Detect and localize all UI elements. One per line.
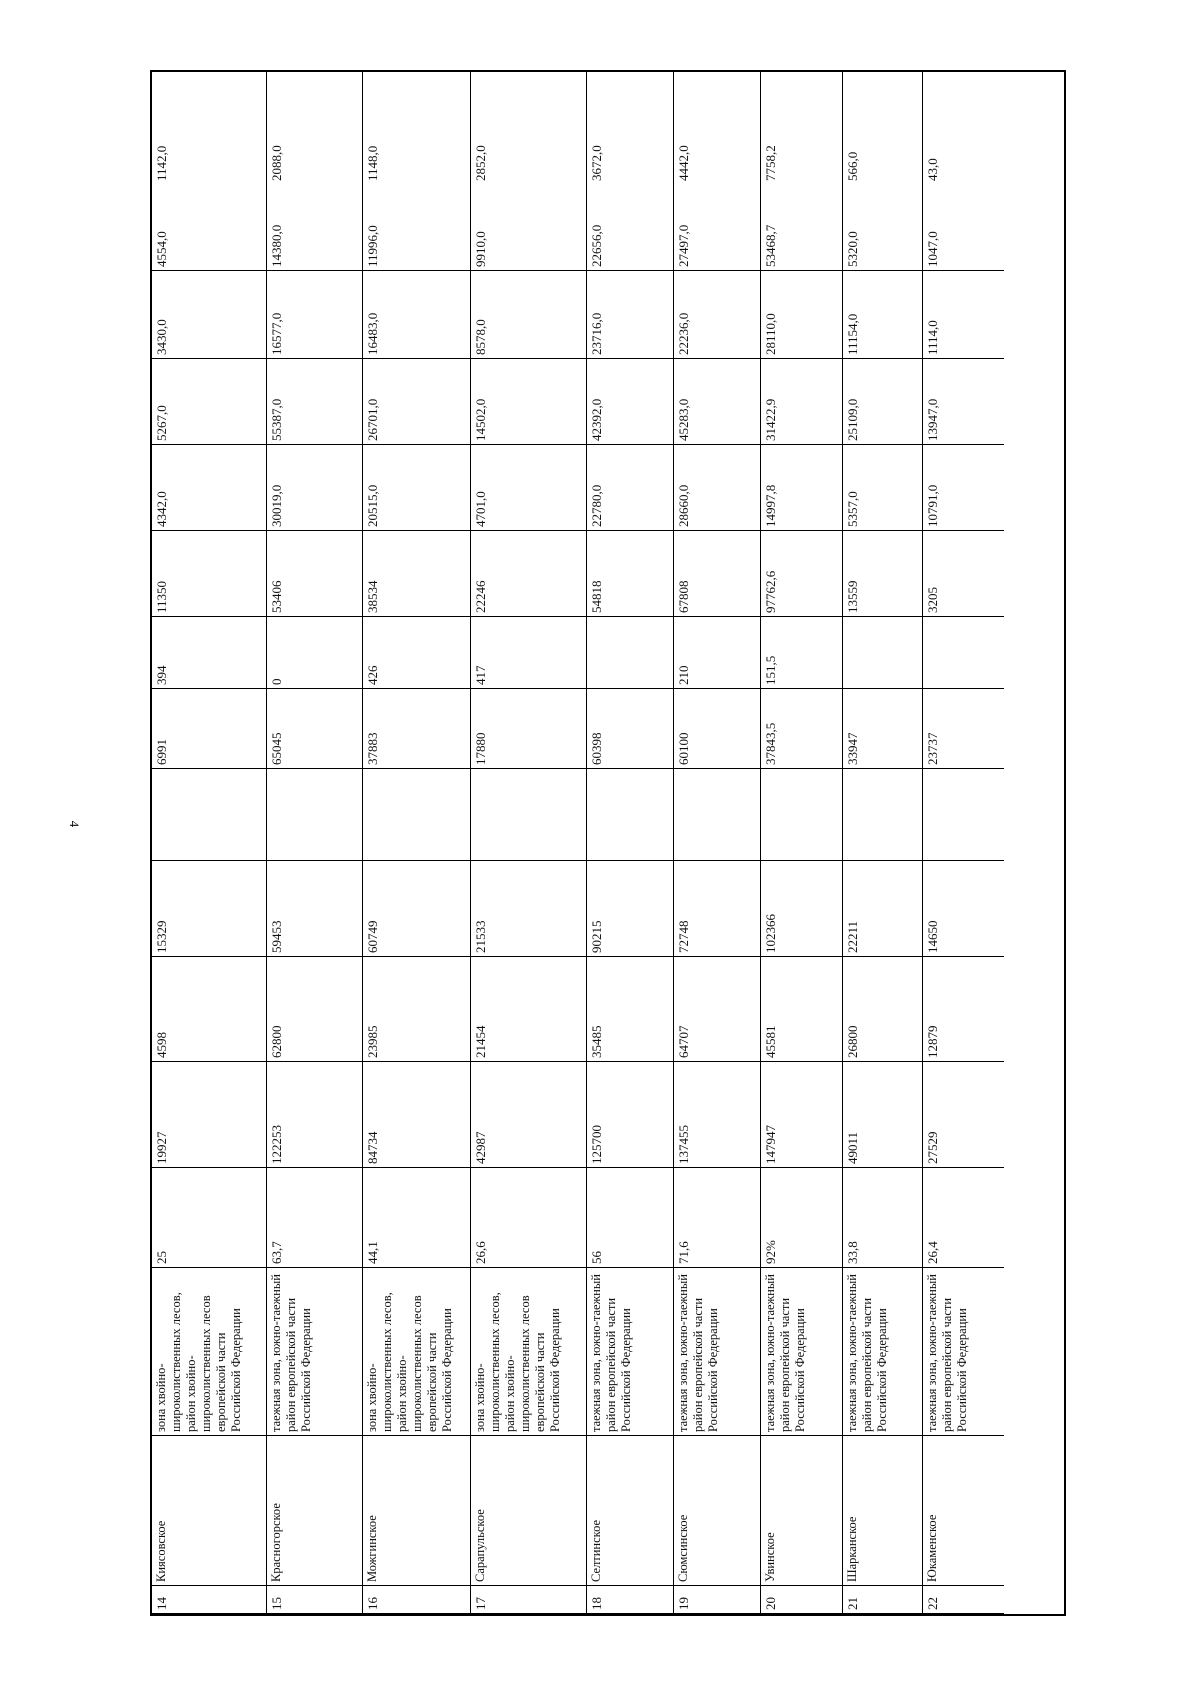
- cell-value-text: 27529: [925, 1131, 940, 1164]
- cell-value-text: 102366: [763, 914, 778, 953]
- cell-value-text: 566,0: [845, 151, 860, 181]
- cell-value: [587, 531, 673, 617]
- cell-value-text: 43,0: [925, 158, 940, 181]
- cell-value: [152, 359, 266, 445]
- cell-value: [923, 68, 1004, 185]
- cell-number: [152, 1586, 266, 1614]
- cell-value-text: 23985: [365, 1025, 380, 1058]
- cell-value-text: 22211: [845, 920, 860, 953]
- cell-value: [363, 1168, 470, 1268]
- cell-value: [363, 68, 470, 185]
- cell-forestry-name: [761, 1436, 842, 1586]
- cell-value-text: 1114,0: [925, 320, 940, 355]
- cell-value-text: 3672,0: [589, 145, 604, 181]
- cell-value: [267, 617, 362, 689]
- cell-value: [761, 617, 842, 689]
- cell-zone: [471, 1268, 586, 1436]
- cell-value: [923, 531, 1004, 617]
- cell-value: [267, 271, 362, 359]
- cell-value: [674, 957, 760, 1062]
- table-row: [843, 72, 923, 1614]
- cell-forestry-name-text: Красногорское: [269, 1503, 283, 1582]
- cell-value-text: 42392,0: [589, 398, 604, 441]
- cell-value: [267, 445, 362, 531]
- cell-value-text: 92%: [763, 1240, 778, 1264]
- cell-value-text: 394: [154, 665, 169, 685]
- table-row: [152, 72, 267, 1614]
- cell-value: [843, 617, 922, 689]
- cell-number: [674, 1586, 760, 1614]
- cell-zone: [674, 1268, 760, 1436]
- cell-value-text: 65045: [269, 732, 284, 765]
- cell-value-text: 60749: [365, 920, 380, 953]
- cell-value-text: 72748: [676, 920, 691, 953]
- cell-number: [761, 1586, 842, 1614]
- cell-number-text: 21: [845, 1597, 860, 1610]
- cell-value-text: [587, 769, 674, 861]
- cell-value: [761, 271, 842, 359]
- cell-value-text: 0: [269, 678, 284, 685]
- cell-zone: [267, 1268, 362, 1436]
- cell-value: [587, 185, 673, 271]
- cell-value: [152, 185, 266, 271]
- cell-value-text: 9910,0: [473, 231, 488, 267]
- cell-zone: [363, 1268, 470, 1436]
- cell-value-text: 4554,0: [154, 231, 169, 267]
- cell-value-text: 15329: [154, 920, 169, 953]
- cell-value: [471, 1062, 586, 1168]
- cell-value: [363, 769, 470, 861]
- cell-zone: [843, 1268, 922, 1436]
- cell-value: [587, 689, 673, 769]
- cell-value-text: 11350: [154, 580, 169, 613]
- cell-value-text: 14997,8: [763, 484, 778, 527]
- cell-value: [587, 957, 673, 1062]
- cell-value-text: 1047,0: [925, 231, 940, 267]
- cell-number-text: 15: [269, 1597, 284, 1610]
- cell-value-text: [587, 617, 674, 689]
- cell-value: [843, 531, 922, 617]
- cell-value: [152, 531, 266, 617]
- cell-value-text: 4701,0: [473, 491, 488, 527]
- table-row: [674, 72, 761, 1614]
- table-row: [267, 72, 363, 1614]
- cell-value: [267, 689, 362, 769]
- cell-value-text: 49011: [845, 1131, 860, 1164]
- cell-value-text: 417: [473, 665, 488, 685]
- cell-value-text: 26,4: [925, 1241, 940, 1264]
- cell-value-text: 42987: [473, 1131, 488, 1164]
- cell-value-text: 56: [589, 1251, 604, 1264]
- cell-value: [152, 957, 266, 1062]
- cell-value-text: 5357,0: [845, 491, 860, 527]
- cell-value-text: 1142,0: [154, 145, 169, 181]
- cell-value-text: 54818: [589, 580, 604, 613]
- cell-forestry-name: [923, 1436, 1004, 1586]
- cell-value: [471, 769, 586, 861]
- table-row: [761, 72, 843, 1614]
- cell-value-text: 14502,0: [473, 398, 488, 441]
- cell-value-text: 5267,0: [154, 405, 169, 441]
- cell-value-text: 11996,0: [365, 225, 380, 267]
- cell-value-text: 23716,0: [589, 312, 604, 355]
- cell-value: [843, 68, 922, 185]
- cell-value-text: 84734: [365, 1131, 380, 1164]
- cell-value: [674, 1062, 760, 1168]
- cell-value: [674, 185, 760, 271]
- cell-value: [471, 1168, 586, 1268]
- cell-value-text: 3430,0: [154, 319, 169, 355]
- cell-value: [363, 957, 470, 1062]
- cell-value-text: [923, 769, 1004, 861]
- cell-value: [471, 689, 586, 769]
- cell-value-text: 22246: [473, 580, 488, 613]
- cell-value: [843, 359, 922, 445]
- cell-zone-text: таежная зона, южно-таежный район европейской части Российской Федерации: [763, 1274, 807, 1432]
- cell-value-text: 137455: [676, 1125, 691, 1164]
- cell-value: [923, 359, 1004, 445]
- cell-value-text: 64707: [676, 1025, 691, 1058]
- cell-value-text: 5320,0: [845, 231, 860, 267]
- cell-value: [152, 68, 266, 185]
- cell-value: [267, 957, 362, 1062]
- cell-value-text: 8578,0: [473, 319, 488, 355]
- cell-value-text: 26,6: [473, 1241, 488, 1264]
- cell-value-text: 22780,0: [589, 484, 604, 527]
- cell-value: [363, 617, 470, 689]
- cell-value: [843, 957, 922, 1062]
- cell-value: [471, 957, 586, 1062]
- cell-value-text: 16577,0: [269, 312, 284, 355]
- cell-value: [843, 861, 922, 957]
- cell-value: [152, 271, 266, 359]
- cell-value: [843, 445, 922, 531]
- cell-value-text: 4442,0: [676, 145, 691, 181]
- cell-value: [267, 1062, 362, 1168]
- cell-value-text: 28110,0: [763, 313, 778, 355]
- cell-forestry-name: [843, 1436, 922, 1586]
- cell-value: [843, 1168, 922, 1268]
- cell-forestry-name: [471, 1436, 586, 1586]
- cell-value: [267, 861, 362, 957]
- cell-forestry-name: [587, 1436, 673, 1586]
- cell-value: [152, 769, 266, 861]
- cell-value: [923, 1062, 1004, 1168]
- cell-number: [843, 1586, 922, 1614]
- cell-value: [363, 445, 470, 531]
- cell-number: [923, 1586, 1004, 1614]
- cell-value-text: 3205: [925, 587, 940, 613]
- cell-value: [471, 531, 586, 617]
- cell-forestry-name-text: Киясовское: [154, 1520, 168, 1582]
- cell-value: [761, 769, 842, 861]
- cell-value: [471, 185, 586, 271]
- cell-zone-text: таежная зона, южно-таежный район европейской части Российской Федерации: [269, 1274, 313, 1432]
- cell-value-text: 60398: [589, 732, 604, 765]
- cell-value: [674, 617, 760, 689]
- cell-zone-text: таежная зона, южно-таежный район европейской части Российской Федерации: [925, 1274, 969, 1432]
- cell-number: [587, 1586, 673, 1614]
- cell-value: [587, 445, 673, 531]
- cell-forestry-name: [674, 1436, 760, 1586]
- cell-number-text: 22: [925, 1597, 940, 1610]
- cell-value-text: 11154,0: [845, 313, 860, 355]
- cell-value: [761, 689, 842, 769]
- table-row: [471, 72, 587, 1614]
- cell-zone-text: таежная зона, южно-таежный район европейской части Российской Федерации: [676, 1274, 720, 1432]
- cell-value: [587, 861, 673, 957]
- cell-value: [267, 185, 362, 271]
- cell-value-text: 60100: [676, 732, 691, 765]
- cell-zone-text: зона хвойно-широколиственных лесов, район хвойно-широколиственных лесов европейской части Российской Федерации: [473, 1292, 562, 1432]
- cell-value-text: [363, 769, 471, 861]
- cell-value: [363, 185, 470, 271]
- cell-value-text: [843, 769, 923, 861]
- cell-value-text: 30019,0: [269, 484, 284, 527]
- cell-value-text: 45581: [763, 1025, 778, 1058]
- cell-value-text: 7758,2: [763, 145, 778, 181]
- cell-value: [363, 689, 470, 769]
- cell-value: [923, 617, 1004, 689]
- cell-zone-text: таежная зона, южно-таежный район европейской части Российской Федерации: [589, 1274, 633, 1432]
- cell-value: [267, 359, 362, 445]
- cell-value: [152, 1062, 266, 1168]
- cell-value-text: 122253: [269, 1125, 284, 1164]
- cell-value-text: 26701,0: [365, 398, 380, 441]
- cell-value-text: 20515,0: [365, 484, 380, 527]
- cell-value: [843, 769, 922, 861]
- cell-value-text: [761, 769, 843, 861]
- cell-value: [267, 1168, 362, 1268]
- cell-value-text: 37843,5: [763, 722, 778, 765]
- cell-value: [267, 769, 362, 861]
- cell-zone: [587, 1268, 673, 1436]
- forest-data-table: [150, 70, 1066, 1616]
- cell-value: [923, 689, 1004, 769]
- cell-number-text: 16: [365, 1597, 380, 1610]
- cell-zone: [761, 1268, 842, 1436]
- cell-value-text: 59453: [269, 920, 284, 953]
- cell-value: [843, 1062, 922, 1168]
- cell-value: [843, 271, 922, 359]
- cell-value: [923, 185, 1004, 271]
- cell-zone-text: зона хвойно-широколиственных лесов, район хвойно-широколиственных лесов европейской части Российской Федерации: [365, 1292, 454, 1432]
- cell-value: [761, 359, 842, 445]
- cell-value-text: 125700: [589, 1125, 604, 1164]
- cell-value-text: 19927: [154, 1131, 169, 1164]
- cell-value-text: 13559: [845, 580, 860, 613]
- cell-number-text: 14: [154, 1597, 169, 1610]
- cell-value-text: [674, 769, 761, 861]
- cell-number: [471, 1586, 586, 1614]
- cell-value: [587, 271, 673, 359]
- cell-value-text: 151,5: [763, 655, 778, 685]
- cell-value-text: 2088,0: [269, 145, 284, 181]
- page-number: 4: [67, 820, 82, 828]
- table-row: [363, 72, 471, 1614]
- cell-value-text: [152, 769, 267, 861]
- cell-number: [363, 1586, 470, 1614]
- cell-forestry-name-text: Юкаменское: [925, 1514, 939, 1582]
- cell-value: [152, 1168, 266, 1268]
- cell-value: [761, 861, 842, 957]
- cell-value-text: 4342,0: [154, 491, 169, 527]
- cell-number-text: 17: [473, 1597, 488, 1610]
- cell-value: [471, 359, 586, 445]
- cell-value: [471, 445, 586, 531]
- cell-zone: [923, 1268, 1004, 1436]
- cell-value-text: 6991: [154, 739, 169, 765]
- cell-value: [152, 861, 266, 957]
- cell-forestry-name-text: Сарапульское: [473, 1509, 487, 1582]
- cell-value-text: 22656,0: [589, 224, 604, 267]
- cell-value: [363, 359, 470, 445]
- cell-number: [267, 1586, 362, 1614]
- cell-value-text: 38534: [365, 580, 380, 613]
- cell-forestry-name-text: Можгинское: [365, 1515, 379, 1582]
- cell-value-text: 33947: [845, 732, 860, 765]
- cell-value-text: 45283,0: [676, 398, 691, 441]
- cell-value-text: 25109,0: [845, 398, 860, 441]
- cell-value: [761, 1168, 842, 1268]
- cell-value: [363, 531, 470, 617]
- cell-forestry-name: [363, 1436, 470, 1586]
- cell-value-text: 21533: [473, 920, 488, 953]
- cell-value-text: 1148,0: [365, 145, 380, 181]
- cell-forestry-name: [267, 1436, 362, 1586]
- cell-value-text: [923, 617, 1004, 689]
- cell-forestry-name-text: Шарканское: [845, 1516, 859, 1582]
- cell-value-text: 71,6: [676, 1241, 691, 1264]
- cell-value: [587, 617, 673, 689]
- cell-value: [674, 445, 760, 531]
- cell-value-text: 62800: [269, 1025, 284, 1058]
- cell-value-text: 21454: [473, 1025, 488, 1058]
- cell-value: [471, 68, 586, 185]
- cell-value-text: 12879: [925, 1025, 940, 1058]
- cell-value-text: 14650: [925, 920, 940, 953]
- cell-value-text: 25: [154, 1251, 169, 1264]
- cell-value: [761, 957, 842, 1062]
- cell-value-text: 67808: [676, 580, 691, 613]
- cell-value: [923, 957, 1004, 1062]
- cell-value: [761, 531, 842, 617]
- cell-value-text: 10791,0: [925, 484, 940, 527]
- cell-value-text: 22236,0: [676, 312, 691, 355]
- cell-value-text: 55387,0: [269, 398, 284, 441]
- cell-zone-text: зона хвойно-широколиственных лесов, район хвойно-широколиственных лесов европейской части Российской Федерации: [154, 1292, 243, 1432]
- table-row: [587, 72, 674, 1614]
- cell-value-text: [843, 617, 923, 689]
- cell-value: [363, 1062, 470, 1168]
- cell-forestry-name-text: Увинское: [763, 1532, 777, 1582]
- cell-value: [587, 1168, 673, 1268]
- cell-value-text: 53406: [269, 580, 284, 613]
- cell-value: [674, 689, 760, 769]
- cell-value-text: 27497,0: [676, 224, 691, 267]
- cell-value: [674, 68, 760, 185]
- cell-value-text: 53468,7: [763, 224, 778, 267]
- cell-value-text: 63,7: [269, 1241, 284, 1264]
- cell-value-text: [267, 769, 363, 861]
- cell-forestry-name: [152, 1436, 266, 1586]
- cell-value: [843, 185, 922, 271]
- cell-value: [587, 359, 673, 445]
- cell-value-text: 33,8: [845, 1241, 860, 1264]
- cell-value: [761, 445, 842, 531]
- cell-value: [152, 689, 266, 769]
- cell-value: [267, 68, 362, 185]
- cell-value-text: 14380,0: [269, 224, 284, 267]
- cell-value: [471, 271, 586, 359]
- cell-value: [471, 861, 586, 957]
- cell-value: [674, 359, 760, 445]
- cell-value: [587, 769, 673, 861]
- cell-value-text: 90215: [589, 920, 604, 953]
- cell-value: [267, 531, 362, 617]
- cell-number-text: 20: [763, 1597, 778, 1610]
- cell-value-text: 23737: [925, 732, 940, 765]
- cell-value: [761, 185, 842, 271]
- cell-value: [674, 861, 760, 957]
- cell-value: [674, 531, 760, 617]
- cell-value-text: 13947,0: [925, 398, 940, 441]
- cell-value: [674, 271, 760, 359]
- cell-value-text: 31422,9: [763, 398, 778, 441]
- cell-value-text: 44,1: [365, 1241, 380, 1264]
- cell-value-text: 17880: [473, 732, 488, 765]
- cell-zone-text: таежная зона, южно-таежный район европейской части Российской Федерации: [845, 1274, 889, 1432]
- cell-zone: [152, 1268, 266, 1436]
- cell-value-text: 210: [676, 665, 691, 685]
- cell-value-text: [471, 769, 587, 861]
- cell-value-text: 37883: [365, 732, 380, 765]
- cell-value: [674, 769, 760, 861]
- cell-value: [152, 617, 266, 689]
- cell-value: [674, 1168, 760, 1268]
- cell-value: [761, 68, 842, 185]
- cell-value: [923, 445, 1004, 531]
- table-row: [923, 72, 1004, 1614]
- cell-value: [923, 1168, 1004, 1268]
- cell-value-text: 4598: [154, 1032, 169, 1058]
- cell-number-text: 18: [589, 1597, 604, 1610]
- cell-value-text: 28660,0: [676, 484, 691, 527]
- cell-value: [761, 1062, 842, 1168]
- cell-number-text: 19: [676, 1597, 691, 1610]
- cell-value-text: 426: [365, 665, 380, 685]
- cell-value-text: 35485: [589, 1025, 604, 1058]
- cell-value: [363, 271, 470, 359]
- cell-value-text: 97762,6: [763, 570, 778, 613]
- cell-value: [587, 1062, 673, 1168]
- cell-value: [843, 689, 922, 769]
- cell-value: [363, 861, 470, 957]
- cell-value: [923, 271, 1004, 359]
- cell-value-text: 147947: [763, 1125, 778, 1164]
- cell-forestry-name-text: Селтинское: [589, 1519, 603, 1582]
- cell-value-text: 2852,0: [473, 145, 488, 181]
- cell-value-text: 16483,0: [365, 312, 380, 355]
- cell-value-text: 26800: [845, 1025, 860, 1058]
- cell-value: [471, 617, 586, 689]
- cell-value: [152, 445, 266, 531]
- cell-forestry-name-text: Сюмсинское: [676, 1514, 690, 1582]
- cell-value: [923, 769, 1004, 861]
- cell-value: [587, 68, 673, 185]
- cell-value: [923, 861, 1004, 957]
